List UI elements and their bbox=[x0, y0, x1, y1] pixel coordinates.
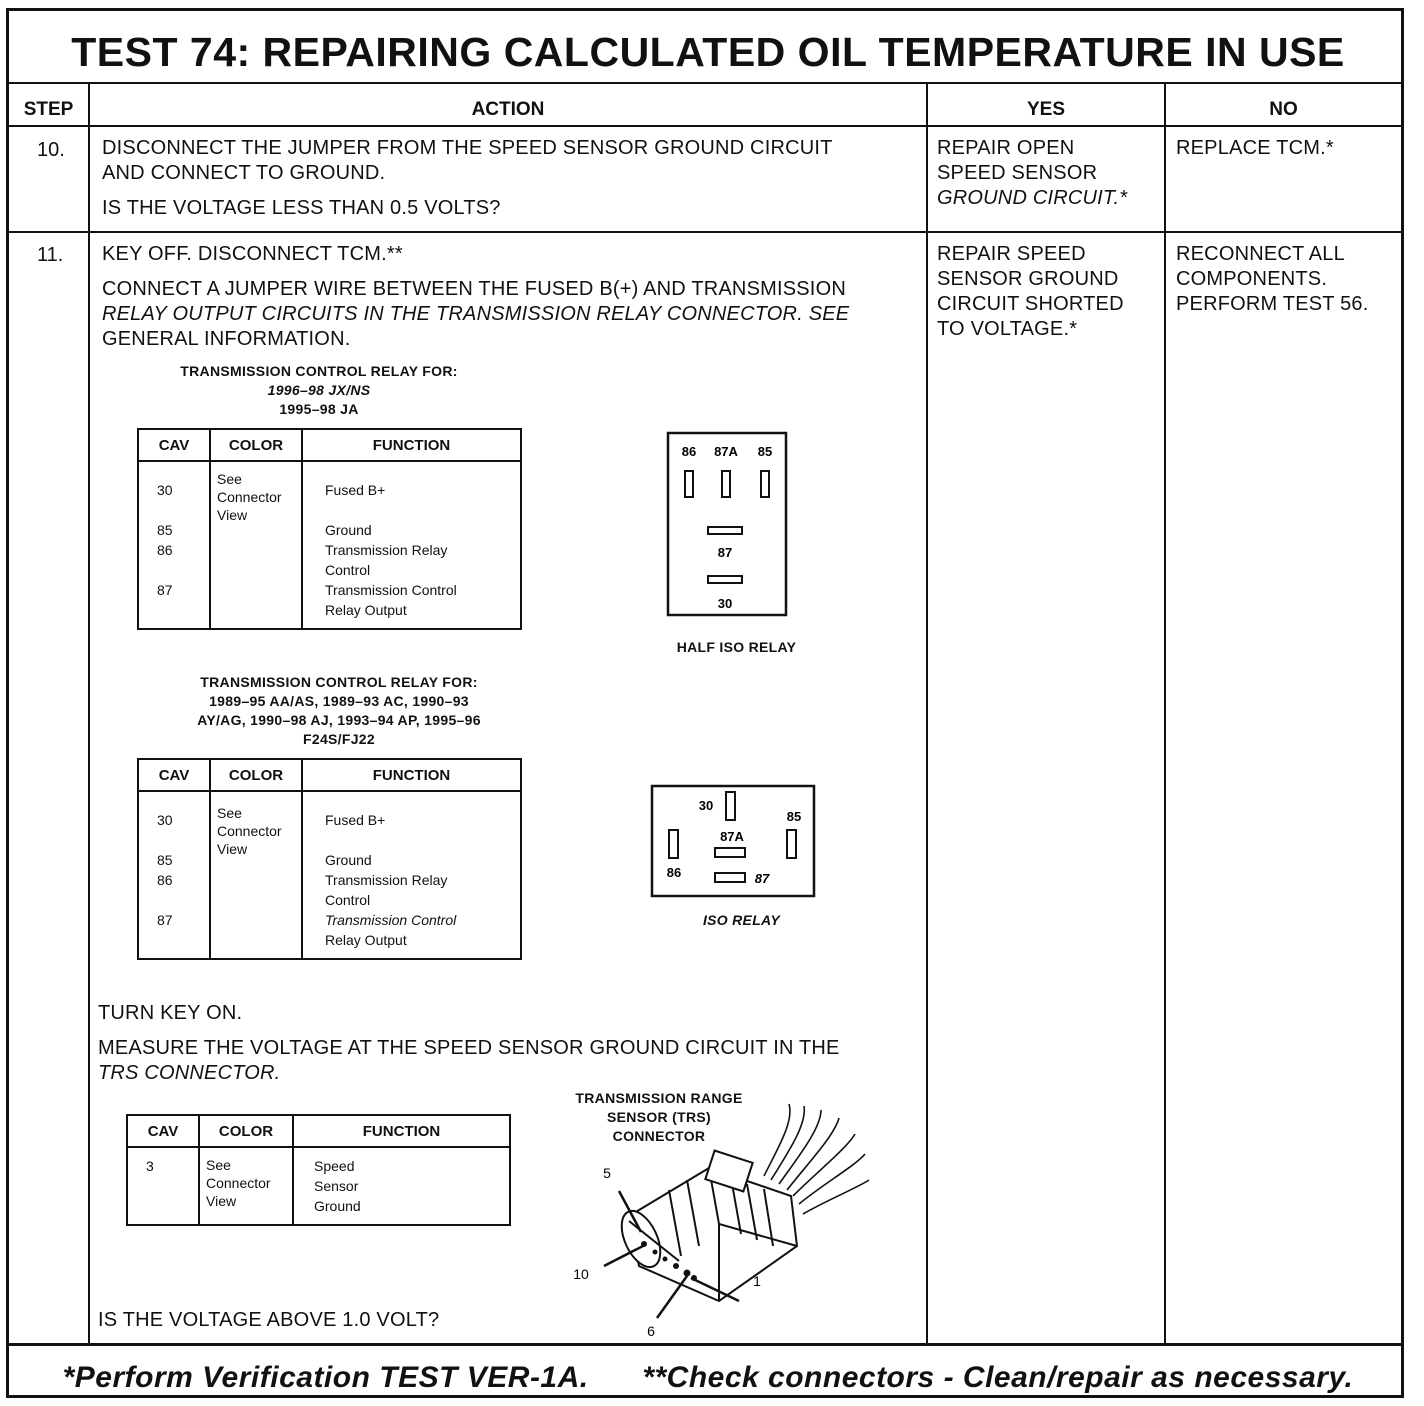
relay2-cav: 85 bbox=[157, 852, 173, 868]
step11-no-line: RECONNECT ALL bbox=[1176, 243, 1345, 265]
relay2-pin-label: 87 bbox=[754, 871, 770, 886]
relay2-cav: 86 bbox=[157, 872, 173, 888]
relay2-caption bbox=[139, 673, 539, 749]
header-action: ACTION bbox=[471, 99, 545, 120]
iso-relay-diagram bbox=[649, 783, 819, 903]
step11-action-line: CONNECT A JUMPER WIRE BETWEEN THE FUSED B(+) AND TRANSMISSION bbox=[102, 278, 846, 300]
relay1-caption-line: TRANSMISSION CONTROL RELAY FOR: bbox=[180, 363, 458, 379]
relay1-function: Transmission Control bbox=[325, 582, 457, 598]
step10-number: 10. bbox=[37, 139, 65, 161]
step11-yes-line: SENSOR GROUND bbox=[937, 268, 1119, 290]
test-74-document bbox=[6, 8, 1404, 1398]
footer-notes bbox=[9, 1361, 1407, 1395]
step11-yes-line: TO VOLTAGE.* bbox=[937, 318, 1078, 340]
relay1-col-function: FUNCTION bbox=[302, 429, 521, 461]
title-divider bbox=[9, 82, 1401, 84]
trs-col-cav: CAV bbox=[127, 1115, 199, 1147]
relay2-pin-label: 87A bbox=[720, 829, 744, 844]
relay2-function: Transmission Relay bbox=[325, 872, 448, 888]
relay2-pin-85 bbox=[787, 830, 796, 858]
step11-yes-line: REPAIR SPEED bbox=[937, 243, 1086, 265]
relay1-function: Control bbox=[325, 562, 371, 578]
relay2-pin-87 bbox=[715, 873, 745, 882]
relay1-pin-label: 85 bbox=[757, 444, 773, 459]
step10-action-line: DISCONNECT THE JUMPER FROM THE SPEED SENSOR GROUND CIRCUIT bbox=[102, 137, 833, 159]
footer-note-connectors: **Check connectors - Clean/repair as necessary. bbox=[642, 1361, 1354, 1394]
trs-caption-line: CONNECTOR bbox=[612, 1128, 706, 1144]
relay2-pin-table bbox=[137, 758, 522, 960]
step10-no: REPLACE TCM.* bbox=[1176, 137, 1334, 159]
relay1-cav: 86 bbox=[157, 542, 173, 558]
relay2-caption-line: TRANSMISSION CONTROL RELAY FOR: bbox=[200, 674, 478, 690]
trs-color: Connector bbox=[206, 1175, 271, 1191]
trs-function: Speed bbox=[314, 1158, 355, 1174]
header-step: STEP bbox=[23, 99, 74, 120]
step10-yes-line: REPAIR OPEN bbox=[937, 137, 1075, 159]
trs-color: See bbox=[206, 1157, 231, 1173]
step11-no-line: COMPONENTS. bbox=[1176, 268, 1328, 290]
trs-pin-label: 5 bbox=[603, 1165, 611, 1181]
relay2-col-color: COLOR bbox=[210, 759, 302, 791]
trs-pin-label: 10 bbox=[573, 1266, 589, 1282]
relay1-caption-line: 1996–98 JX/NS bbox=[267, 382, 371, 398]
trs-caption-line: SENSOR (TRS) bbox=[607, 1109, 711, 1125]
header-divider bbox=[9, 125, 1401, 127]
relay1-function: Relay Output bbox=[325, 602, 407, 618]
relay1-pin-label: 87 bbox=[717, 545, 733, 560]
relay2-pin-86 bbox=[669, 830, 678, 858]
header-yes: YES bbox=[1026, 99, 1066, 120]
step11-key-on: TURN KEY ON. bbox=[98, 1002, 243, 1024]
step11-action-top bbox=[102, 242, 849, 352]
relay1-col-color: COLOR bbox=[210, 429, 302, 461]
relay2-pin-30 bbox=[726, 792, 735, 820]
relay2-color: See bbox=[217, 805, 242, 821]
relay1-pin-85 bbox=[761, 471, 769, 497]
step10-question: IS THE VOLTAGE LESS THAN 0.5 VOLTS? bbox=[102, 197, 501, 219]
relay1-color: See bbox=[217, 471, 242, 487]
header-no: NO bbox=[1269, 99, 1298, 120]
relay2-cav: 30 bbox=[157, 812, 173, 828]
step11-number: 11. bbox=[37, 244, 64, 266]
step10-yes bbox=[937, 136, 1127, 211]
trs-color: View bbox=[206, 1193, 237, 1209]
table-row bbox=[138, 791, 521, 959]
col-divider-step bbox=[88, 82, 90, 1343]
trs-function: Ground bbox=[314, 1198, 361, 1214]
trs-pin-label: 6 bbox=[647, 1323, 655, 1336]
relay2-color: Connector bbox=[217, 823, 282, 839]
relay1-cav: 87 bbox=[157, 582, 173, 598]
relay1-function: Fused B+ bbox=[325, 482, 386, 498]
relay2-pin-label: 86 bbox=[666, 865, 682, 880]
relay2-color: View bbox=[217, 841, 248, 857]
relay2-function: Fused B+ bbox=[325, 812, 386, 828]
half-iso-relay-label: HALF ISO RELAY bbox=[676, 639, 797, 655]
col-divider-yes bbox=[1164, 82, 1166, 1343]
relay1-pin-label: 86 bbox=[681, 444, 697, 459]
trs-caption-line: TRANSMISSION RANGE bbox=[575, 1090, 743, 1106]
step11-measure-line: TRS CONNECTOR. bbox=[98, 1062, 281, 1084]
footer-divider bbox=[9, 1343, 1401, 1346]
relay1-pin-table bbox=[137, 428, 522, 630]
relay1-caption-line: 1995–98 JA bbox=[279, 401, 359, 417]
relay2-pin-label: 30 bbox=[698, 798, 714, 813]
trs-function: Sensor bbox=[314, 1178, 359, 1194]
table-row bbox=[127, 1147, 510, 1225]
relay2-caption-line: 1989–95 AA/AS, 1989–93 AC, 1990–93 bbox=[209, 693, 469, 709]
relay2-col-function: FUNCTION bbox=[302, 759, 521, 791]
step11-question: IS THE VOLTAGE ABOVE 1.0 VOLT? bbox=[98, 1309, 440, 1331]
relay2-function: Transmission Control bbox=[325, 912, 457, 928]
step11-action-bottom bbox=[98, 1001, 840, 1086]
relay2-pin-label: 85 bbox=[786, 809, 802, 824]
step11-yes-line: CIRCUIT SHORTED bbox=[937, 293, 1124, 315]
table-row bbox=[138, 461, 521, 629]
trs-col-color: COLOR bbox=[199, 1115, 293, 1147]
step10-action bbox=[102, 136, 833, 221]
relay2-pin-87a bbox=[715, 848, 745, 857]
trs-connector-diagram bbox=[559, 1096, 879, 1336]
relay1-pin-30 bbox=[708, 576, 742, 583]
relay2-caption-line: F24S/FJ22 bbox=[303, 731, 375, 747]
relay1-pin-87 bbox=[708, 527, 742, 534]
page-title: TEST 74: REPAIRING CALCULATED OIL TEMPERATURE IN USE bbox=[71, 29, 1345, 75]
step11-measure-line: MEASURE THE VOLTAGE AT THE SPEED SENSOR GROUND CIRCUIT IN THE bbox=[98, 1037, 840, 1059]
col-divider-action bbox=[926, 82, 928, 1343]
relay2-cav: 87 bbox=[157, 912, 173, 928]
step10-yes-line: GROUND CIRCUIT.* bbox=[937, 187, 1128, 209]
relay1-pin-86 bbox=[685, 471, 693, 497]
trs-pin-table bbox=[126, 1114, 511, 1226]
trs-cav: 3 bbox=[146, 1158, 154, 1174]
relay2-function: Control bbox=[325, 892, 371, 908]
iso-relay-label: ISO RELAY bbox=[702, 912, 781, 928]
step11-no bbox=[1176, 242, 1369, 317]
trs-connector-body bbox=[614, 1151, 797, 1301]
step11-yes bbox=[937, 242, 1124, 342]
step10-yes-line: SPEED SENSOR bbox=[937, 162, 1098, 184]
step11-action-line: RELAY OUTPUT CIRCUITS IN THE TRANSMISSION RELAY CONNECTOR. SEE bbox=[102, 303, 850, 325]
relay1-function: Transmission Relay bbox=[325, 542, 448, 558]
relay1-cav: 30 bbox=[157, 482, 173, 498]
relay2-caption-line: AY/AG, 1990–98 AJ, 1993–94 AP, 1995–96 bbox=[197, 712, 481, 728]
relay1-color: Connector bbox=[217, 489, 282, 505]
relay2-function: Relay Output bbox=[325, 932, 407, 948]
relay1-cav: 85 bbox=[157, 522, 173, 538]
relay1-pin-label: 30 bbox=[717, 596, 733, 611]
step10-divider bbox=[9, 231, 1401, 233]
relay1-pin-label: 87A bbox=[714, 444, 738, 459]
relay1-color: View bbox=[217, 507, 248, 523]
relay2-function: Ground bbox=[325, 852, 372, 868]
step11-no-line: PERFORM TEST 56. bbox=[1176, 293, 1369, 315]
relay2-col-cav: CAV bbox=[138, 759, 210, 791]
step11-action-line: GENERAL INFORMATION. bbox=[102, 328, 351, 350]
step11-action-line: KEY OFF. DISCONNECT TCM.** bbox=[102, 243, 403, 265]
trs-col-function: FUNCTION bbox=[293, 1115, 510, 1147]
relay1-function: Ground bbox=[325, 522, 372, 538]
relay1-caption bbox=[139, 362, 499, 419]
footer-note-verification: *Perform Verification TEST VER-1A. bbox=[62, 1361, 589, 1394]
step10-action-line: AND CONNECT TO GROUND. bbox=[102, 162, 386, 184]
relay1-col-cav: CAV bbox=[138, 429, 210, 461]
relay1-pin-87a bbox=[722, 471, 730, 497]
trs-pin-label: 1 bbox=[753, 1273, 761, 1289]
half-iso-relay-diagram bbox=[664, 431, 794, 621]
